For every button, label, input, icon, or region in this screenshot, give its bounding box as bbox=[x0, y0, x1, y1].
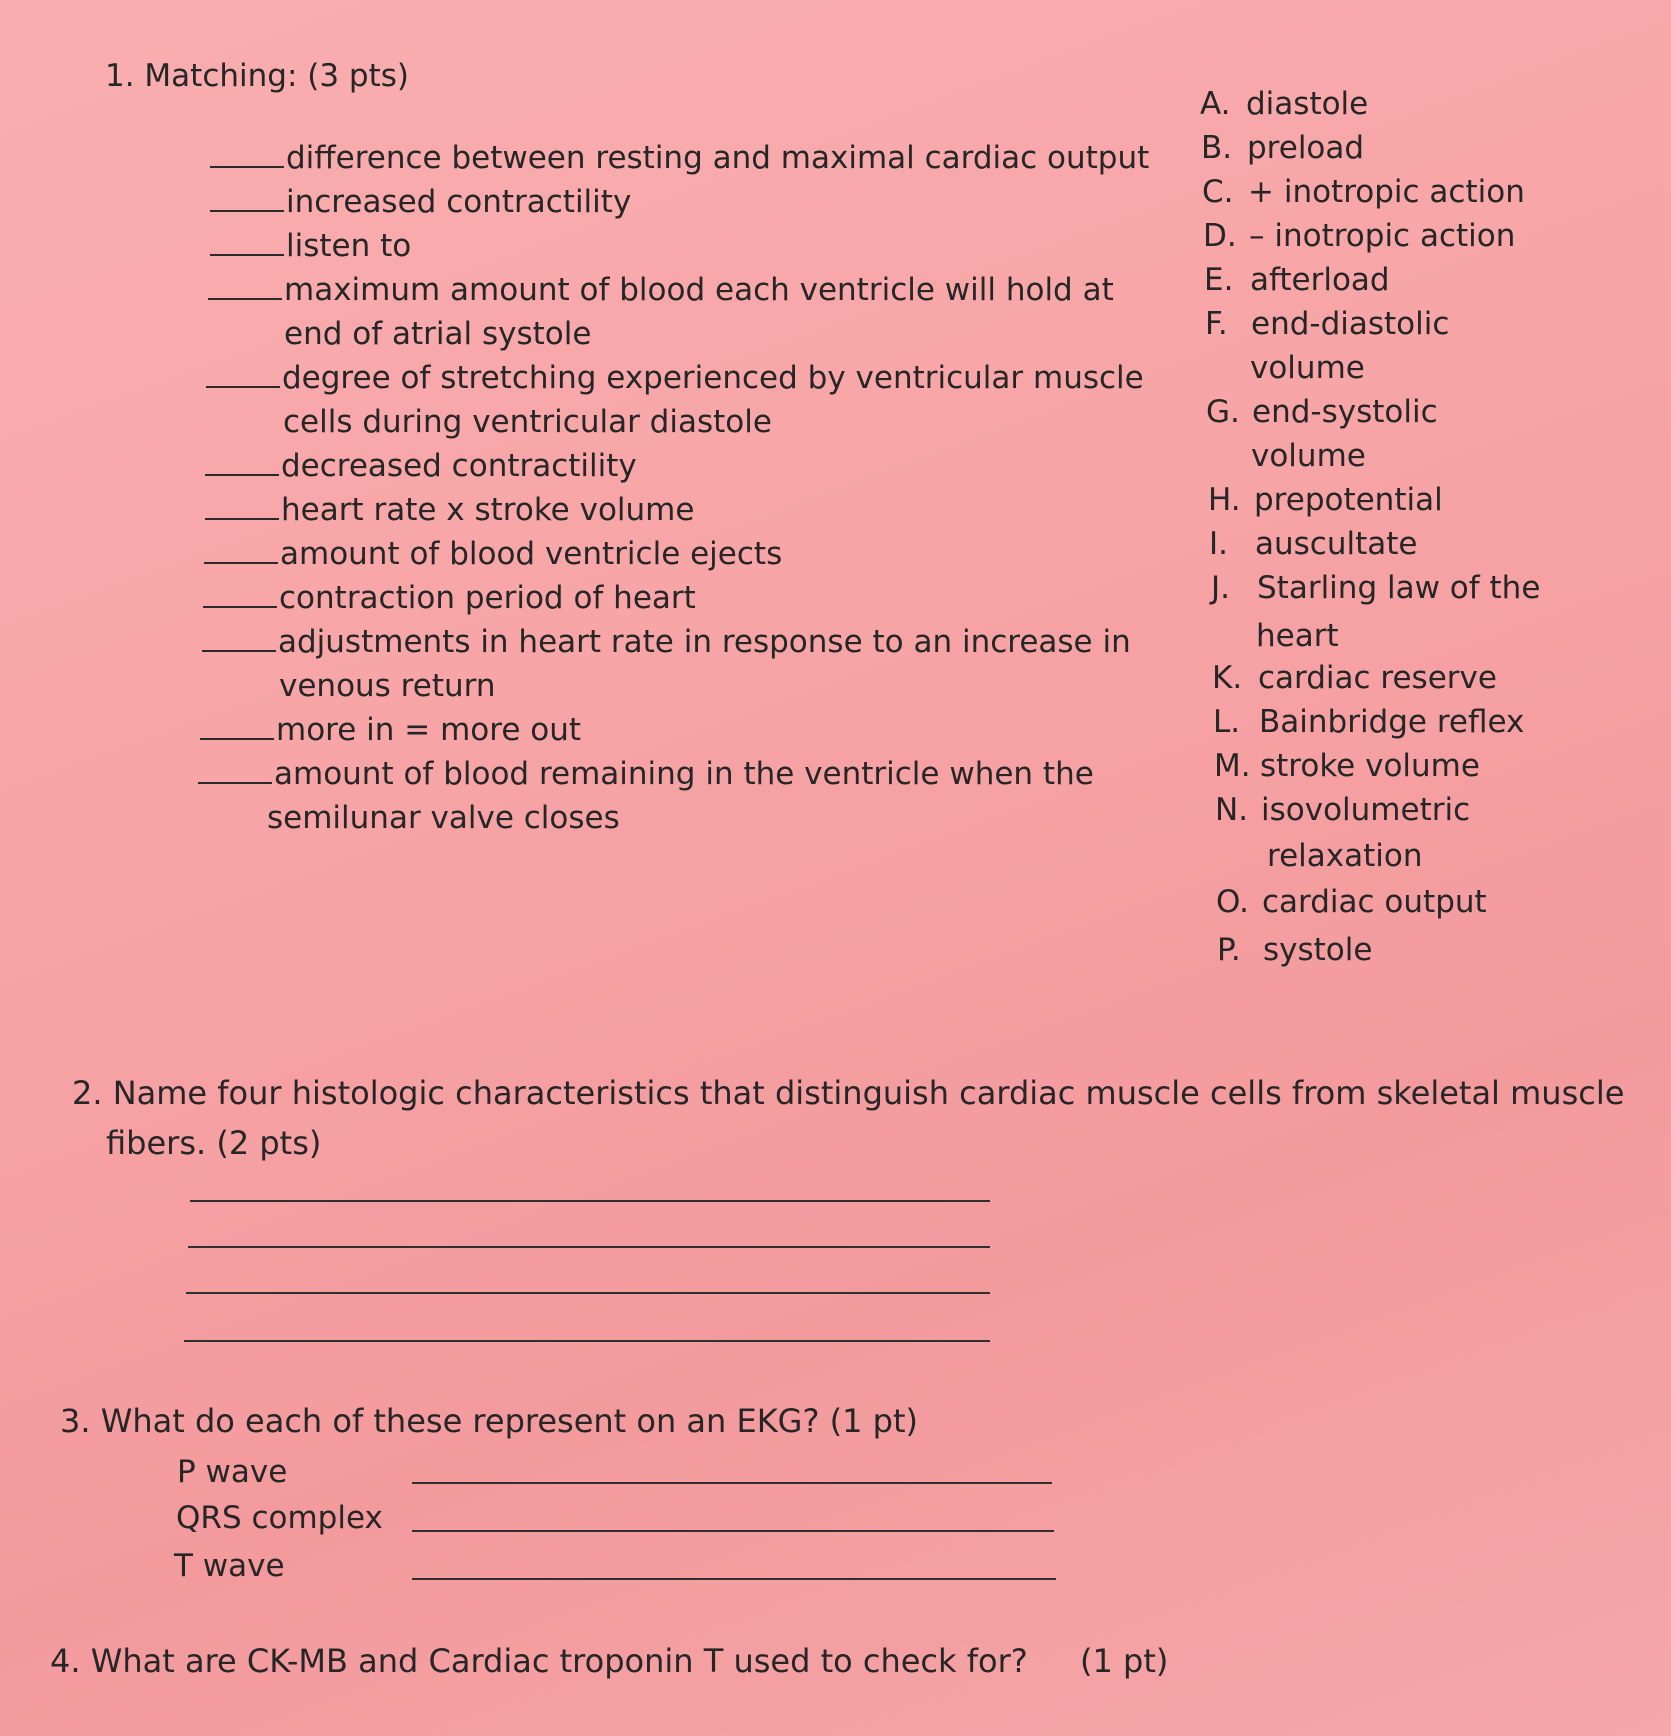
ekg-label-t-wave: T wave bbox=[174, 1548, 285, 1584]
match-item-4-cont: end of atrial systole bbox=[284, 316, 592, 352]
answer-blank[interactable] bbox=[202, 624, 276, 652]
option-c: C. + inotropic action bbox=[1202, 174, 1525, 210]
ekg-label-p-wave: P wave bbox=[177, 1454, 288, 1490]
option-f-cont: volume bbox=[1250, 350, 1365, 386]
match-item-3: listen to bbox=[210, 228, 411, 264]
match-item-6: decreased contractility bbox=[205, 448, 637, 484]
answer-blank[interactable] bbox=[210, 228, 284, 256]
option-j-cont: heart bbox=[1256, 618, 1339, 654]
q1-title: 1. Matching: (3 pts) bbox=[105, 58, 410, 94]
option-k: K. cardiac reserve bbox=[1212, 660, 1497, 696]
match-item-5-cont: cells during ventricular diastole bbox=[283, 404, 772, 440]
qrs-answer-line[interactable] bbox=[412, 1530, 1054, 1532]
answer-blank[interactable] bbox=[208, 272, 282, 300]
answer-blank[interactable] bbox=[198, 756, 272, 784]
q2-answer-line-4[interactable] bbox=[184, 1340, 990, 1342]
t-wave-answer-line[interactable] bbox=[412, 1578, 1056, 1580]
q2-answer-line-1[interactable] bbox=[190, 1200, 990, 1202]
match-item-2: increased contractility bbox=[210, 184, 631, 220]
q4-points: (1 pt) bbox=[1080, 1642, 1169, 1680]
answer-blank[interactable] bbox=[206, 360, 280, 388]
ekg-label-qrs-complex: QRS complex bbox=[176, 1500, 383, 1536]
match-item-7: heart rate x stroke volume bbox=[205, 492, 694, 528]
p-wave-answer-line[interactable] bbox=[412, 1482, 1052, 1484]
option-d: D. – inotropic action bbox=[1203, 218, 1516, 254]
option-l: L. Bainbridge reflex bbox=[1213, 704, 1525, 740]
option-g: G. end-systolic bbox=[1206, 394, 1438, 430]
option-n: N. isovolumetric bbox=[1215, 792, 1471, 828]
option-m: M. stroke volume bbox=[1214, 748, 1480, 784]
q4-title: 4. What are CK-MB and Cardiac troponin T used to check for? bbox=[50, 1642, 1028, 1680]
match-item-4: maximum amount of blood each ventricle will hold at bbox=[208, 272, 1114, 308]
match-item-10: adjustments in heart rate in response to an increase in bbox=[202, 624, 1131, 660]
match-item-12: amount of blood remaining in the ventricle when the bbox=[198, 756, 1094, 792]
match-item-12-cont: semilunar valve closes bbox=[267, 800, 620, 836]
answer-blank[interactable] bbox=[203, 580, 277, 608]
option-e: E. afterload bbox=[1204, 262, 1390, 298]
answer-blank[interactable] bbox=[205, 492, 279, 520]
match-item-5: degree of stretching experienced by ventricular muscle bbox=[206, 360, 1144, 396]
answer-blank[interactable] bbox=[210, 140, 284, 168]
match-item-10-cont: venous return bbox=[279, 668, 496, 704]
answer-blank[interactable] bbox=[200, 712, 274, 740]
answer-blank[interactable] bbox=[204, 536, 278, 564]
answer-blank[interactable] bbox=[205, 448, 279, 476]
option-a: A. diastole bbox=[1200, 86, 1369, 122]
option-g-cont: volume bbox=[1251, 438, 1366, 474]
match-item-9: contraction period of heart bbox=[203, 580, 696, 616]
match-item-11: more in = more out bbox=[200, 712, 581, 748]
q2-answer-line-3[interactable] bbox=[186, 1292, 990, 1294]
option-o: O. cardiac output bbox=[1216, 884, 1487, 920]
match-item-1: difference between resting and maximal cardiac output bbox=[210, 140, 1149, 176]
match-item-8: amount of blood ventricle ejects bbox=[204, 536, 782, 572]
option-n-cont: relaxation bbox=[1267, 838, 1423, 874]
q2-line1: 2. Name four histologic characteristics that distinguish cardiac muscle cells from skeletal muscle bbox=[72, 1074, 1625, 1112]
answer-blank[interactable] bbox=[210, 184, 284, 212]
q2-line2: fibers. (2 pts) bbox=[106, 1124, 322, 1162]
option-b: B. preload bbox=[1201, 130, 1365, 166]
option-p: P. systole bbox=[1217, 932, 1373, 968]
q3-title: 3. What do each of these represent on an EKG? (1 pt) bbox=[60, 1402, 918, 1440]
option-h: H. prepotential bbox=[1208, 482, 1443, 518]
option-j: J. Starling law of the bbox=[1211, 570, 1541, 606]
option-i: I. auscultate bbox=[1209, 526, 1418, 562]
option-f: F. end-diastolic bbox=[1205, 306, 1450, 342]
q2-answer-line-2[interactable] bbox=[188, 1246, 990, 1248]
